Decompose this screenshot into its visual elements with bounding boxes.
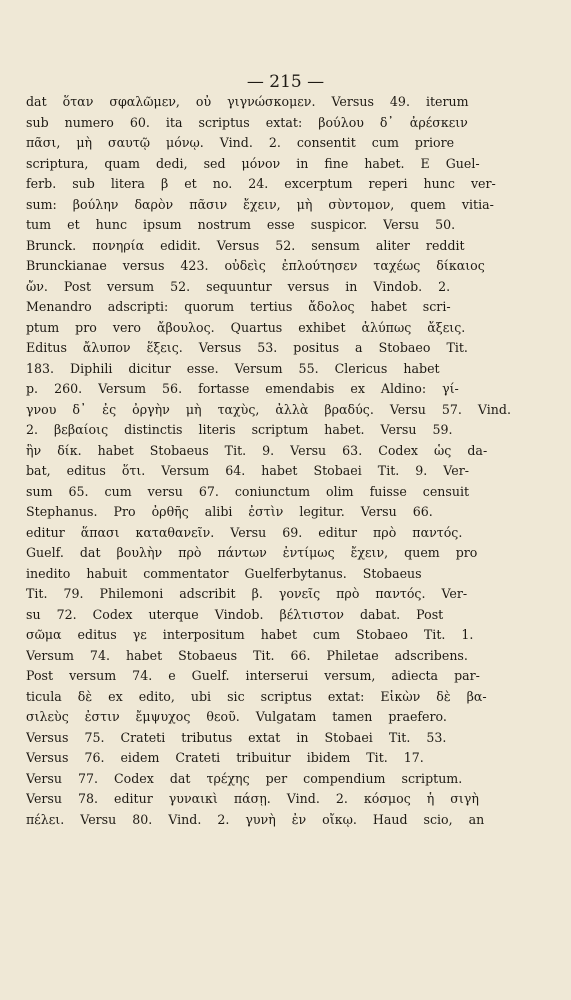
text-line: bat, editus ὅτι. Versum 64. habet Stobaei Tit. 9. Ver- [26, 463, 469, 478]
text-line: σῶμα editus γε interpositum habet cum Stobaeo Tit. 1. [26, 627, 474, 642]
text-line: 183. Diphili dicitur esse. Versum 55. Clericus habet [26, 360, 440, 376]
text-line: ptum pro vero ἄβουλος. Quartus exhibet ἀλύπως ἄξεις. [26, 319, 466, 335]
text-line: su 72. Codex uterque Vindob. βέλτιστον dabat. Post [26, 606, 444, 622]
text-line: Editus ἄλυπον ἕξεις. Versus 53. positus a Stobaeo Tit. [26, 340, 468, 355]
text-line: γνου δ᾽ ἐς ὀργὴν μὴ ταχὺς, ἀλλὰ βραδύς. Versu 57. Vind. [26, 401, 511, 417]
commentary-text [26, 92, 558, 830]
text-line: editur ἅπασι καταθανεῖν. Versu 69. editur πρὸ παντός. [26, 524, 463, 540]
text-line: scriptura, quam dedi, sed μόνον in fine habet. E Guel- [26, 155, 480, 171]
text-line: sum: βούλην δαρὸν πᾶσιν ἔχειν, μὴ σὺντομον, quem vitia- [26, 196, 494, 212]
text-line: ἣν δίκ. habet Stobaeus Tit. 9. Versu 63. Codex ὡς da- [26, 442, 488, 458]
text-line: Brunckianae versus 423. οὐδεὶς ἐπλούτησεν ταχέως δίκαιος [26, 258, 485, 273]
text-line: Post versum 74. e Guelf. interserui versum, adiecta par- [26, 668, 480, 683]
text-line: ticula δὲ ex edito, ubi sic scriptus extat: Εἰκὼν δὲ βα- [26, 688, 487, 704]
text-line: dat ὅταν σφαλῶμεν, οὐ γιγνώσκομεν. Versus 49. iterum [26, 94, 469, 109]
text-line: sum 65. cum versu 67. coniunctum olim fuisse censuit [26, 483, 470, 499]
text-line: Stephanus. Pro ὀρθῆς alibi ἐστὶν legitur. Versu 66. [26, 504, 433, 519]
text-line: p. 260. Versum 56. fortasse emendabis ex Aldino: γί- [26, 381, 459, 396]
text-line: sub numero 60. ita scriptus extat: βούλου δ᾽ ἀρέσκειν [26, 114, 468, 130]
text-line: Menandro adscripti: quorum tertius ἄδολος habet scri- [26, 299, 451, 314]
text-line: πέλει. Versu 80. Vind. 2. γυνὴ ἐν οἴκῳ. Haud scio, an [26, 811, 485, 827]
text-line: ὤν. Post versum 52. sequuntur versus in Vindob. 2. [26, 278, 451, 294]
text-line: Versu 78. editur γυναικὶ πάσῃ. Vind. 2. κόσμος ἡ σιγὴ [26, 791, 479, 806]
page-number-header: — 215 — [246, 72, 325, 92]
text-line: Tit. 79. Philemoni adscribit β. γονεῖς πρὸ παντός. Ver- [26, 586, 468, 601]
text-line: Versu 77. Codex dat τρέχης per compendium scriptum. [26, 770, 463, 786]
text-line: Versum 74. habet Stobaeus Tit. 66. Philetae adscribens. [26, 647, 468, 663]
text-line: Versus 75. Crateti tributus extat in Stobaei Tit. 53. [26, 729, 447, 745]
text-line: ferb. sub litera β et no. 24. excerptum reperi hunc ver- [26, 176, 496, 191]
text-line: σιλεὺς ἐστιν ἔμψυχος θεοῦ. Vulgatam tamen praefero. [26, 709, 447, 724]
text-line: inedito habuit commentator Guelferbytanus. Stobaeus [26, 565, 422, 581]
text-line: Brunck. πονηρία edidit. Versus 52. sensum aliter reddit [26, 237, 465, 253]
text-line: tum et hunc ipsum nostrum esse suspicor. Versu 50. [26, 217, 456, 232]
text-line: Versus 76. eidem Crateti tribuitur ibidem Tit. 17. [26, 750, 424, 765]
text-line: Guelf. dat βουλὴν πρὸ πάντων ἐντίμως ἔχειν, quem pro [26, 545, 478, 560]
text-line: πᾶσι, μὴ σαυτῷ μόνῳ. Vind. 2. consentit cum priore [26, 135, 455, 150]
text-line: 2. βεβαίοις distinctis literis scriptum habet. Versu 59. [26, 422, 453, 437]
